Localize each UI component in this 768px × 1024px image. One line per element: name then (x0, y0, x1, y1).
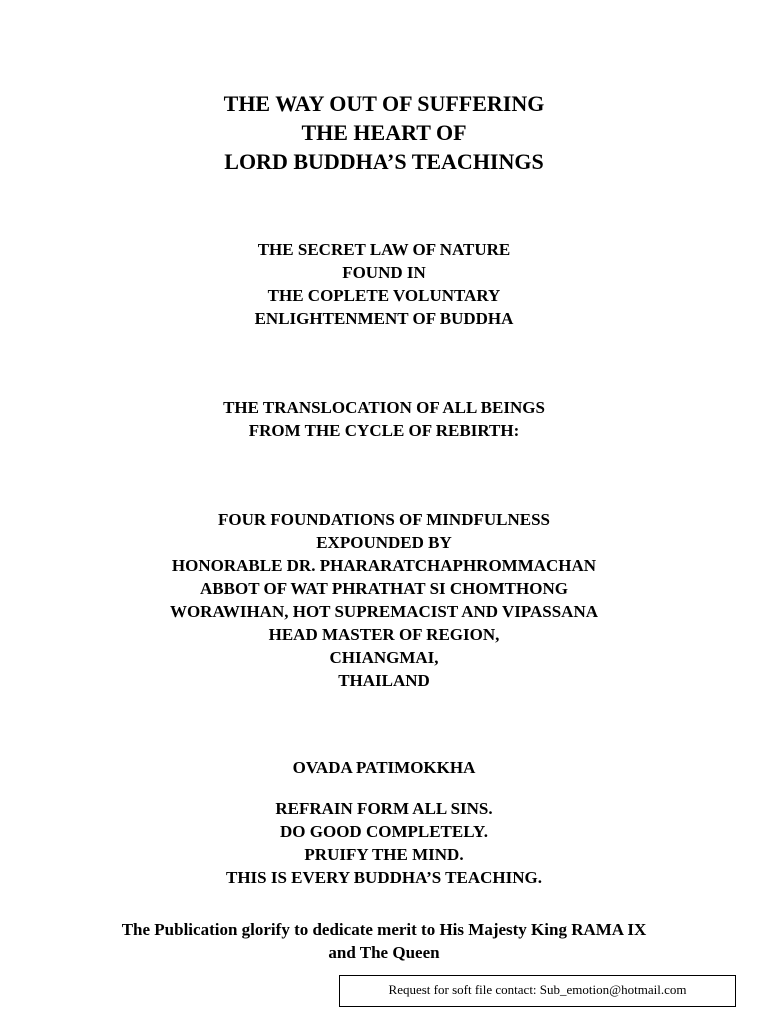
teaching-line: THIS IS EVERY BUDDHA’S TEACHING. (225, 868, 543, 887)
title-line: THE WAY OUT OF SUFFERING (223, 91, 545, 116)
title-line: LORD BUDDHA’S TEACHINGS (224, 149, 544, 174)
section-line: THAILAND (338, 671, 430, 690)
section-line: WORAWIHAN, HOT SUPREMACIST AND VIPASSANA (169, 602, 599, 621)
contact-text: Request for soft file contact: Sub_emotion@hotmail.com (388, 982, 687, 997)
ovada-heading-section (0, 756, 768, 779)
title-line: THE HEART OF (301, 120, 467, 145)
section-line: FROM THE CYCLE OF REBIRTH: (248, 421, 520, 440)
author-section (0, 508, 768, 692)
dedication-line: and The Queen (328, 943, 440, 962)
section-line: CHIANGMAI, (329, 648, 439, 667)
ovada-heading: OVADA PATIMOKKHA (292, 758, 476, 777)
section-line: ENLIGHTENMENT OF BUDDHA (254, 309, 514, 328)
document-title (0, 89, 768, 176)
section-line: THE SECRET LAW OF NATURE (257, 240, 511, 259)
section-line: HONORABLE DR. PHARARATCHAPHROMMACHAN (171, 556, 597, 575)
section-line: ABBOT OF WAT PHRATHAT SI CHOMTHONG (200, 579, 568, 598)
section-line: THE COPLETE VOLUNTARY (267, 286, 501, 305)
section-line: HEAD MASTER OF REGION, (268, 625, 500, 644)
publication-dedication (0, 918, 768, 964)
secret-law-section (0, 238, 768, 330)
teaching-section (0, 797, 768, 889)
section-line: EXPOUNDED BY (316, 533, 452, 552)
teaching-line: PRUIFY THE MIND. (304, 845, 464, 864)
section-line: THE TRANSLOCATION OF ALL BEINGS (223, 398, 545, 417)
section-line: FOUR FOUNDATIONS OF MINDFULNESS (218, 510, 550, 529)
translocation-section (0, 396, 768, 442)
section-line: FOUND IN (342, 263, 426, 282)
contact-box (339, 975, 736, 1007)
teaching-line: DO GOOD COMPLETELY. (280, 822, 488, 841)
teaching-line: REFRAIN FORM ALL SINS. (275, 799, 493, 818)
dedication-line: The Publication glorify to dedicate merit to His Majesty King RAMA IX (121, 920, 647, 939)
